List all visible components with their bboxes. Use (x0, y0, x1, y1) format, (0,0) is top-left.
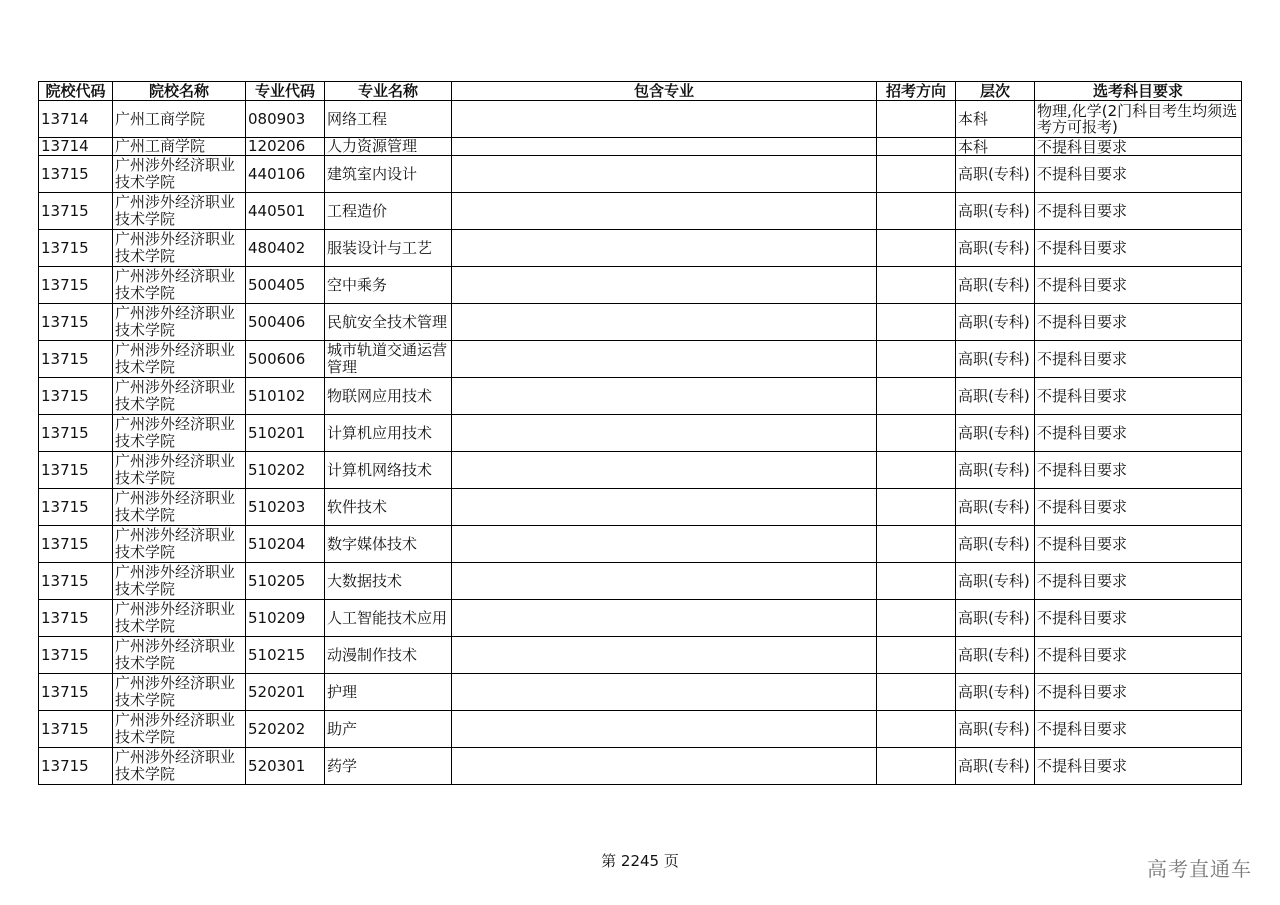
cell-requirement: 不提科目要求 (1035, 304, 1242, 341)
table-row (39, 138, 1242, 156)
cell-included-majors (452, 138, 877, 156)
cell-major-name: 大数据技术 (325, 563, 452, 600)
table-row (39, 637, 1242, 674)
cell-included-majors (452, 415, 877, 452)
cell-included-majors (452, 193, 877, 230)
cell-included-majors (452, 637, 877, 674)
cell-direction (877, 304, 956, 341)
cell-included-majors (452, 267, 877, 304)
cell-school-code: 13715 (39, 526, 113, 563)
cell-major-code: 510203 (246, 489, 325, 526)
cell-level: 本科 (956, 138, 1035, 156)
table-row (39, 526, 1242, 563)
cell-school-name: 广州涉外经济职业技术学院 (113, 526, 246, 563)
cell-major-name: 药学 (325, 748, 452, 785)
cell-major-code: 520201 (246, 674, 325, 711)
cell-school-code: 13715 (39, 156, 113, 193)
table-row (39, 600, 1242, 637)
table-row (39, 748, 1242, 785)
cell-requirement: 不提科目要求 (1035, 674, 1242, 711)
cell-major-name: 助产 (325, 711, 452, 748)
cell-direction (877, 637, 956, 674)
cell-major-code: 510205 (246, 563, 325, 600)
cell-major-name: 计算机应用技术 (325, 415, 452, 452)
header-included-majors: 包含专业 (452, 82, 877, 101)
cell-school-code: 13715 (39, 267, 113, 304)
cell-requirement: 不提科目要求 (1035, 711, 1242, 748)
cell-included-majors (452, 748, 877, 785)
cell-school-name: 广州涉外经济职业技术学院 (113, 378, 246, 415)
cell-school-code: 13715 (39, 193, 113, 230)
cell-direction (877, 156, 956, 193)
cell-direction (877, 674, 956, 711)
cell-requirement: 不提科目要求 (1035, 138, 1242, 156)
cell-included-majors (452, 711, 877, 748)
header-major-code: 专业代码 (246, 82, 325, 101)
cell-major-name: 网络工程 (325, 101, 452, 138)
cell-school-name: 广州工商学院 (113, 138, 246, 156)
cell-direction (877, 526, 956, 563)
cell-requirement: 不提科目要求 (1035, 415, 1242, 452)
cell-requirement: 不提科目要求 (1035, 748, 1242, 785)
table-row (39, 378, 1242, 415)
table-body (39, 101, 1242, 785)
cell-included-majors (452, 156, 877, 193)
header-row (39, 82, 1242, 101)
cell-major-code: 440501 (246, 193, 325, 230)
cell-included-majors (452, 526, 877, 563)
cell-school-code: 13715 (39, 637, 113, 674)
cell-requirement: 不提科目要求 (1035, 452, 1242, 489)
cell-included-majors (452, 674, 877, 711)
cell-major-code: 500606 (246, 341, 325, 378)
cell-major-name: 物联网应用技术 (325, 378, 452, 415)
cell-school-code: 13715 (39, 711, 113, 748)
cell-school-name: 广州涉外经济职业技术学院 (113, 674, 246, 711)
header-school-code: 院校代码 (39, 82, 113, 101)
table-row (39, 563, 1242, 600)
header-direction: 招考方向 (877, 82, 956, 101)
cell-school-code: 13715 (39, 489, 113, 526)
cell-level: 高职(专科) (956, 415, 1035, 452)
table-row (39, 341, 1242, 378)
cell-major-code: 510201 (246, 415, 325, 452)
cell-requirement: 不提科目要求 (1035, 637, 1242, 674)
cell-level: 高职(专科) (956, 748, 1035, 785)
cell-level: 本科 (956, 101, 1035, 138)
cell-school-code: 13715 (39, 304, 113, 341)
cell-direction (877, 267, 956, 304)
table-row (39, 711, 1242, 748)
cell-included-majors (452, 101, 877, 138)
cell-requirement: 不提科目要求 (1035, 378, 1242, 415)
cell-major-code: 120206 (246, 138, 325, 156)
cell-school-code: 13715 (39, 341, 113, 378)
cell-direction (877, 600, 956, 637)
cell-school-code: 13715 (39, 415, 113, 452)
cell-level: 高职(专科) (956, 378, 1035, 415)
table-row (39, 230, 1242, 267)
table-row (39, 101, 1242, 138)
cell-level: 高职(专科) (956, 637, 1035, 674)
cell-major-name: 建筑室内设计 (325, 156, 452, 193)
cell-major-name: 民航安全技术管理 (325, 304, 452, 341)
cell-level: 高职(专科) (956, 563, 1035, 600)
cell-major-name: 工程造价 (325, 193, 452, 230)
cell-major-code: 510209 (246, 600, 325, 637)
cell-requirement: 不提科目要求 (1035, 600, 1242, 637)
cell-direction (877, 415, 956, 452)
cell-school-code: 13714 (39, 101, 113, 138)
cell-direction (877, 452, 956, 489)
cell-included-majors (452, 489, 877, 526)
cell-level: 高职(专科) (956, 452, 1035, 489)
header-school-name: 院校名称 (113, 82, 246, 101)
header-level: 层次 (956, 82, 1035, 101)
cell-major-code: 510204 (246, 526, 325, 563)
cell-major-code: 520301 (246, 748, 325, 785)
cell-major-code: 510202 (246, 452, 325, 489)
cell-included-majors (452, 600, 877, 637)
cell-direction (877, 193, 956, 230)
cell-major-name: 护理 (325, 674, 452, 711)
cell-requirement: 不提科目要求 (1035, 230, 1242, 267)
table-row (39, 452, 1242, 489)
cell-major-name: 人力资源管理 (325, 138, 452, 156)
header-requirement: 选考科目要求 (1035, 82, 1242, 101)
cell-level: 高职(专科) (956, 526, 1035, 563)
cell-direction (877, 341, 956, 378)
cell-school-code: 13715 (39, 674, 113, 711)
cell-direction (877, 138, 956, 156)
table-row (39, 267, 1242, 304)
cell-level: 高职(专科) (956, 193, 1035, 230)
cell-direction (877, 489, 956, 526)
cell-requirement: 不提科目要求 (1035, 156, 1242, 193)
cell-major-name: 城市轨道交通运营管理 (325, 341, 452, 378)
cell-level: 高职(专科) (956, 674, 1035, 711)
cell-included-majors (452, 452, 877, 489)
cell-direction (877, 711, 956, 748)
cell-requirement: 不提科目要求 (1035, 193, 1242, 230)
cell-school-name: 广州涉外经济职业技术学院 (113, 193, 246, 230)
cell-major-name: 数字媒体技术 (325, 526, 452, 563)
cell-level: 高职(专科) (956, 711, 1035, 748)
cell-requirement: 不提科目要求 (1035, 489, 1242, 526)
table-row (39, 193, 1242, 230)
cell-included-majors (452, 341, 877, 378)
cell-school-name: 广州涉外经济职业技术学院 (113, 341, 246, 378)
cell-major-name: 人工智能技术应用 (325, 600, 452, 637)
cell-school-name: 广州工商学院 (113, 101, 246, 138)
cell-direction (877, 101, 956, 138)
cell-major-code: 510102 (246, 378, 325, 415)
page-number: 第 2245 页 (601, 852, 679, 870)
table-row (39, 415, 1242, 452)
cell-included-majors (452, 563, 877, 600)
cell-major-code: 520202 (246, 711, 325, 748)
cell-level: 高职(专科) (956, 156, 1035, 193)
cell-major-code: 500405 (246, 267, 325, 304)
cell-included-majors (452, 378, 877, 415)
cell-school-code: 13715 (39, 452, 113, 489)
cell-school-name: 广州涉外经济职业技术学院 (113, 711, 246, 748)
cell-requirement: 物理,化学(2门科目考生均须选考方可报考) (1035, 101, 1242, 138)
cell-school-name: 广州涉外经济职业技术学院 (113, 748, 246, 785)
cell-level: 高职(专科) (956, 600, 1035, 637)
cell-school-name: 广州涉外经济职业技术学院 (113, 489, 246, 526)
cell-school-name: 广州涉外经济职业技术学院 (113, 230, 246, 267)
cell-requirement: 不提科目要求 (1035, 341, 1242, 378)
cell-school-name: 广州涉外经济职业技术学院 (113, 304, 246, 341)
cell-included-majors (452, 230, 877, 267)
cell-direction (877, 563, 956, 600)
header-major-name: 专业名称 (325, 82, 452, 101)
table-row (39, 489, 1242, 526)
table-row (39, 674, 1242, 711)
table-row (39, 304, 1242, 341)
cell-major-code: 080903 (246, 101, 325, 138)
cell-major-code: 500406 (246, 304, 325, 341)
cell-major-name: 软件技术 (325, 489, 452, 526)
cell-direction (877, 378, 956, 415)
cell-level: 高职(专科) (956, 341, 1035, 378)
cell-level: 高职(专科) (956, 304, 1035, 341)
table-row (39, 156, 1242, 193)
cell-major-code: 440106 (246, 156, 325, 193)
cell-requirement: 不提科目要求 (1035, 563, 1242, 600)
cell-level: 高职(专科) (956, 267, 1035, 304)
cell-level: 高职(专科) (956, 489, 1035, 526)
admissions-table (38, 81, 1242, 785)
cell-school-code: 13715 (39, 563, 113, 600)
cell-major-code: 480402 (246, 230, 325, 267)
cell-school-code: 13715 (39, 600, 113, 637)
cell-major-name: 动漫制作技术 (325, 637, 452, 674)
cell-major-name: 服装设计与工艺 (325, 230, 452, 267)
cell-included-majors (452, 304, 877, 341)
watermark: 高考直通车 (1147, 857, 1252, 881)
cell-school-code: 13714 (39, 138, 113, 156)
cell-school-name: 广州涉外经济职业技术学院 (113, 267, 246, 304)
cell-school-code: 13715 (39, 748, 113, 785)
cell-major-code: 510215 (246, 637, 325, 674)
cell-major-name: 空中乘务 (325, 267, 452, 304)
cell-school-name: 广州涉外经济职业技术学院 (113, 600, 246, 637)
cell-requirement: 不提科目要求 (1035, 267, 1242, 304)
cell-school-code: 13715 (39, 378, 113, 415)
cell-school-name: 广州涉外经济职业技术学院 (113, 637, 246, 674)
cell-school-name: 广州涉外经济职业技术学院 (113, 415, 246, 452)
cell-school-code: 13715 (39, 230, 113, 267)
cell-school-name: 广州涉外经济职业技术学院 (113, 452, 246, 489)
cell-direction (877, 748, 956, 785)
cell-school-name: 广州涉外经济职业技术学院 (113, 563, 246, 600)
cell-requirement: 不提科目要求 (1035, 526, 1242, 563)
cell-level: 高职(专科) (956, 230, 1035, 267)
cell-major-name: 计算机网络技术 (325, 452, 452, 489)
cell-school-name: 广州涉外经济职业技术学院 (113, 156, 246, 193)
cell-direction (877, 230, 956, 267)
